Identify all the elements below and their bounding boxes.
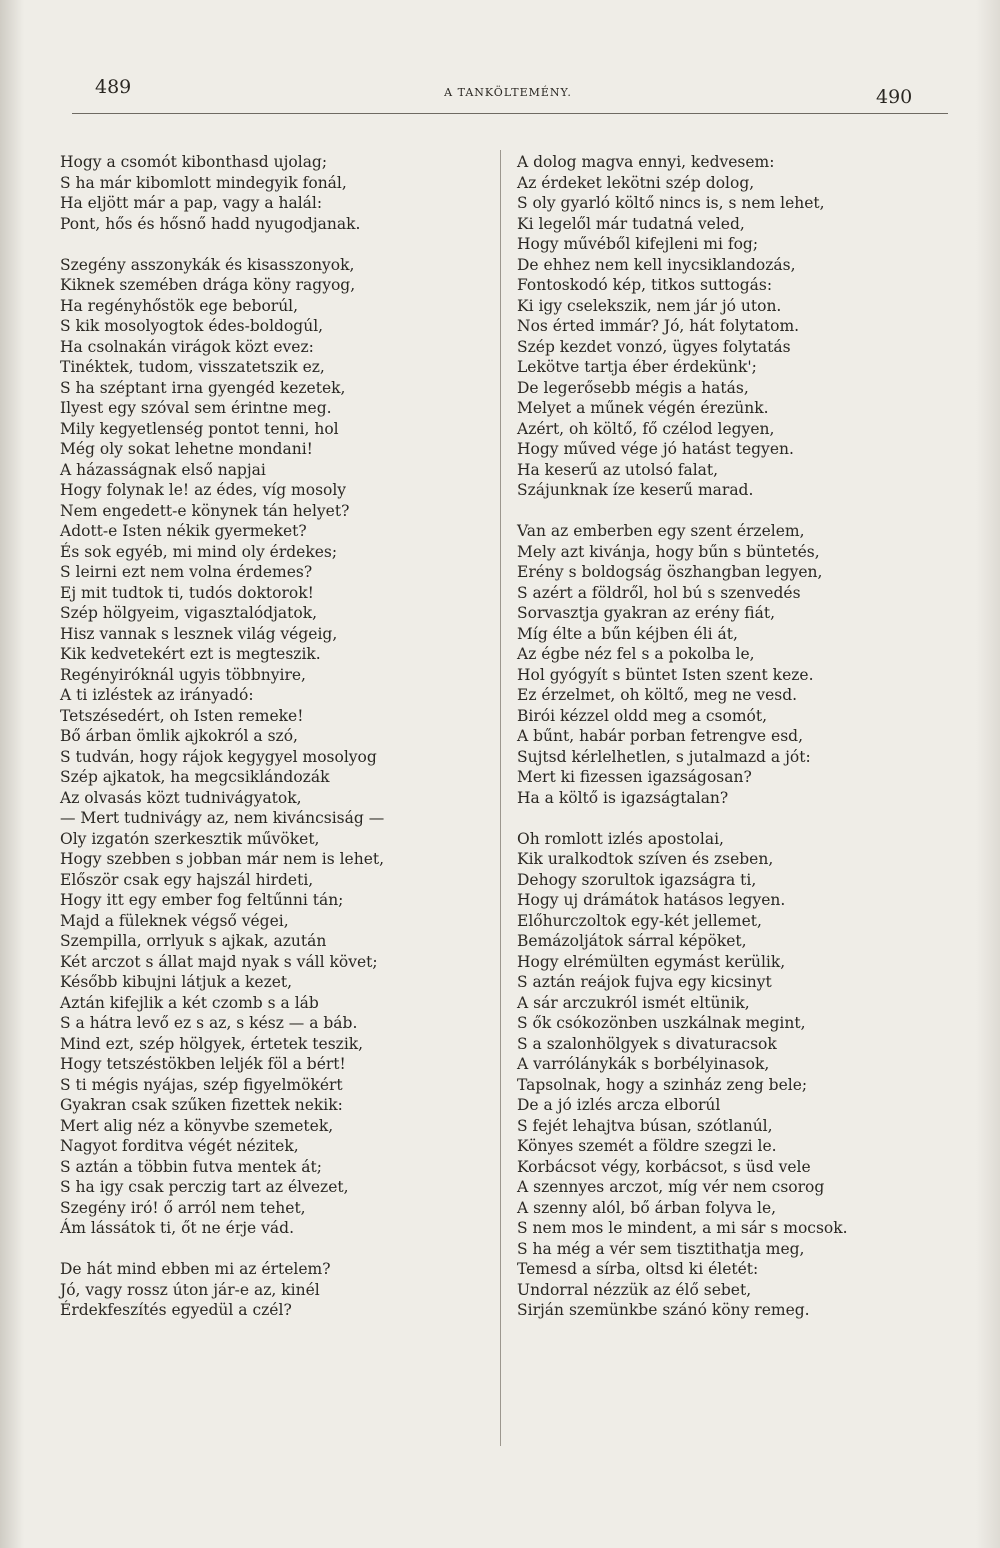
verse-line: S ha már kibomlott mindegyik fonál, <box>60 173 347 192</box>
verse-line: A bűnt, habár porban fetrengve esd, <box>517 727 804 745</box>
verse-line: A szenny alól, bő árban folyva le, <box>517 1198 777 1217</box>
verse-line: S ők csókozönben uszkálnak megint, <box>517 1014 806 1032</box>
verse-line: A házasságnak első napjai <box>60 460 266 479</box>
verse-line: És sok egyéb, mi mind oly érdekes; <box>60 542 338 561</box>
verse-line: Temesd a sírba, oltsd ki életét: <box>517 1260 759 1278</box>
verse-line: Hogy művéből kifejleni mi fog; <box>517 235 759 253</box>
verse-line: Melyet a műnek végén érezünk. <box>517 399 769 417</box>
verse-line: A sár arczukról ismét eltünik, <box>517 993 750 1012</box>
verse-line: S ha még a vér sem tisztithatja meg, <box>517 1239 805 1258</box>
column-divider <box>500 150 501 1446</box>
verse-line: Hol gyógyít s büntet Isten szent keze. <box>517 665 814 684</box>
verse-line: Oly izgatón szerkesztik művöket, <box>60 829 320 848</box>
verse-line: Tinéktek, tudom, visszatetszik ez, <box>60 358 325 376</box>
verse-line: De hát mind ebben mi az értelem? <box>60 1260 331 1278</box>
verse-line: Az olvasás közt tudnivágyatok, <box>60 788 302 807</box>
verse-line: Tapsolnak, hogy a szinház zeng bele; <box>517 1075 808 1094</box>
verse-line: S azért a földről, hol bú s szenvedés <box>517 583 801 602</box>
verse-line: S ti mégis nyájas, szép figyelmökért <box>60 1075 343 1094</box>
verse-line: Hogy tetszéstökben leljék föl a bért! <box>60 1055 346 1073</box>
verse-line: A varrólánykák s borbélyinasok, <box>517 1055 770 1073</box>
verse-line: De a jó izlés arcza elborúl <box>517 1096 721 1114</box>
stanza <box>517 829 957 1321</box>
right-page-edge <box>976 0 1000 1548</box>
verse-line: Mely azt kivánja, hogy bűn s büntetés, <box>517 542 820 561</box>
verse-line: Szép ajkatok, ha megcsiklándozák <box>60 768 330 786</box>
verse-line: S leirni ezt nem volna érdemes? <box>60 563 313 581</box>
verse-line: Kik uralkodtok szíven és zseben, <box>517 850 774 868</box>
verse-line: Sorvasztja gyakran az erény fiát, <box>517 604 776 622</box>
verse-line: Két arczot s állat majd nyak s váll követ; <box>60 952 378 971</box>
verse-line: Bő árban ömlik ajkokról a szó, <box>60 727 298 745</box>
verse-line: S nem mos le mindent, a mi sár s mocsok. <box>517 1219 848 1237</box>
verse-line: S a hátra levő ez s az, s kész — a báb. <box>60 1014 358 1032</box>
verse-line: Nem engedett-e könynek tán helyet? <box>60 501 350 520</box>
left-page-number: 489 <box>95 76 132 98</box>
verse-line: Szép hölgyeim, vigasztalódjatok, <box>60 604 318 622</box>
verse-line: S ha igy csak perczig tart az élvezet, <box>60 1178 349 1196</box>
verse-line: Az érdeket lekötni szép dolog, <box>517 173 755 192</box>
verse-line: Ki legelől már tudatná veled, <box>517 214 745 233</box>
verse-line: Ez érzelmet, oh költő, meg ne vesd. <box>517 686 798 704</box>
verse-line: Ki igy cselekszik, nem jár jó uton. <box>517 296 782 315</box>
verse-line: Hogy elrémülten egymást kerülik, <box>517 952 786 971</box>
verse-line: Kiknek szemében drága köny ragyog, <box>60 276 356 294</box>
verse-line: Ha csolnakán virágok közt evez: <box>60 337 314 356</box>
verse-line: Dehogy szorultok igazságra ti, <box>517 870 757 889</box>
verse-line: — Mert tudnivágy az, nem kiváncsiság — <box>60 809 385 827</box>
verse-line: S aztán a többin futva mentek át; <box>60 1157 322 1176</box>
verse-line: Hisz vannak s lesznek világ végeig, <box>60 624 338 643</box>
verse-line: A szennyes arczot, míg vér nem csorog <box>517 1178 825 1196</box>
verse-line: Mert ki fizessen igazságosan? <box>517 768 752 786</box>
running-title: A TANKÖLTEMÉNY. <box>444 86 572 99</box>
verse-line: Mert alig néz a könyvbe szemetek, <box>60 1116 334 1135</box>
verse-line: Mily kegyetlenség pontot tenni, hol <box>60 419 339 438</box>
verse-line: Tetszésedért, oh Isten remeke! <box>60 706 304 725</box>
verse-line: Először csak egy hajszál hirdeti, <box>60 870 314 889</box>
verse-line: Hogy uj drámátok hatásos legyen. <box>517 891 786 909</box>
verse-line: De legerősebb mégis a hatás, <box>517 378 749 397</box>
verse-line: Regényiróknál ugyis többnyire, <box>60 665 306 684</box>
stanza <box>517 152 957 501</box>
verse-line: Még oly sokat lehetne mondani! <box>60 440 313 458</box>
verse-line: Mind ezt, szép hölgyek, értetek teszik, <box>60 1034 364 1053</box>
verse-line: Fontoskodó kép, titkos suttogás: <box>517 276 773 294</box>
verse-line: Ám lássátok ti, őt ne érje vád. <box>60 1219 294 1237</box>
verse-line: Ilyest egy szóval sem érintne meg. <box>60 399 332 417</box>
verse-line: Sujtsd kérlelhetlen, s jutalmazd a jót: <box>517 747 811 766</box>
verse-line: Míg élte a bűn kéjben éli át, <box>517 624 738 643</box>
verse-line: Birói kézzel oldd meg a csomót, <box>517 706 768 725</box>
right-column <box>517 152 957 1321</box>
verse-line: Jó, vagy rossz úton jár-e az, kinél <box>60 1280 320 1299</box>
verse-line: Könyes szemét a földre szegzi le. <box>517 1137 777 1155</box>
verse-line: Oh romlott izlés apostolai, <box>517 829 724 848</box>
verse-line: Ha a költő is igazságtalan? <box>517 788 729 807</box>
verse-line: A dolog magva ennyi, kedvesem: <box>517 153 775 171</box>
verse-line: Majd a füleknek végső végei, <box>60 911 289 930</box>
verse-line: Szájunknak íze keserű marad. <box>517 481 754 499</box>
verse-line: Kik kedvetekért ezt is megteszik. <box>60 645 321 663</box>
verse-line: Ha regényhőstök ege beborúl, <box>60 296 299 315</box>
verse-line: De ehhez nem kell inycsiklandozás, <box>517 255 796 274</box>
verse-line: Hogy szebben s jobban már nem is lehet, <box>60 850 385 868</box>
verse-line: Nos érted immár? Jó, hát folytatom. <box>517 317 800 335</box>
verse-line: Sirján szemünkbe szánó köny remeg. <box>517 1301 810 1319</box>
verse-line: Hogy folynak le! az édes, víg mosoly <box>60 481 347 499</box>
stanza <box>60 152 490 234</box>
verse-line: Nagyot forditva végét nézitek, <box>60 1137 299 1155</box>
verse-line: Ha keserű az utolsó falat, <box>517 460 719 479</box>
verse-line: Lekötve tartja éber érdekünk'; <box>517 358 757 376</box>
verse-line: Hogy itt egy ember fog feltűnni tán; <box>60 891 344 909</box>
verse-line: S ha széptant irna gyengéd kezetek, <box>60 378 346 397</box>
stanza <box>60 255 490 1239</box>
stanza <box>60 1259 490 1321</box>
running-head <box>0 76 1000 108</box>
verse-line: S tudván, hogy rájok kegygyel mosolyog <box>60 747 377 766</box>
verse-line: Van az emberben egy szent érzelem, <box>517 522 805 540</box>
verse-line: Bemázoljátok sárral képöket, <box>517 932 747 950</box>
verse-line: Azért, oh költő, fő czélod legyen, <box>517 419 775 438</box>
verse-line: Gyakran csak szűken fizettek nekik: <box>60 1096 343 1114</box>
verse-line: Hogy műved vége jó hatást tegyen. <box>517 440 794 458</box>
verse-line: Szegény asszonykák és kisasszonyok, <box>60 255 355 274</box>
verse-line: S oly gyarló költő nincs is, s nem lehet, <box>517 194 825 212</box>
left-page-edge <box>0 0 24 1548</box>
verse-line: Előhurczoltok egy-két jellemet, <box>517 911 762 930</box>
verse-line: Korbácsot végy, korbácsot, s üsd vele <box>517 1157 811 1176</box>
verse-line: Hogy a csomót kibonthasd ujolag; <box>60 153 328 171</box>
verse-line: Szempilla, orrlyuk s ajkak, azután <box>60 932 327 950</box>
left-column <box>60 152 490 1321</box>
verse-line: Undorral nézzük az élő sebet, <box>517 1280 752 1299</box>
right-page-number: 490 <box>876 86 913 108</box>
verse-line: S fejét lehajtva búsan, szótlanúl, <box>517 1116 773 1135</box>
verse-line: A ti izléstek az irányadó: <box>60 686 254 704</box>
verse-line: S a szalonhölgyek s divaturacsok <box>517 1034 777 1053</box>
verse-line: Érdekfeszítés egyedül a czél? <box>60 1301 292 1319</box>
verse-line: Ha eljött már a pap, vagy a halál: <box>60 194 323 212</box>
header-rule <box>72 113 948 114</box>
verse-line: Erény s boldogság öszhangban legyen, <box>517 563 823 581</box>
verse-line: Pont, hős és hősnő hadd nyugodjanak. <box>60 214 361 233</box>
verse-line: Adott-e Isten nékik gyermeket? <box>60 522 307 540</box>
verse-line: S kik mosolyogtok édes-boldogúl, <box>60 317 324 335</box>
verse-line: Aztán kifejlik a két czomb s a láb <box>60 993 319 1012</box>
verse-line: Az égbe néz fel s a pokolba le, <box>517 645 755 663</box>
verse-line: Szép kezdet vonzó, ügyes folytatás <box>517 337 791 356</box>
verse-line: S aztán reájok fujva egy kicsinyt <box>517 973 772 991</box>
stanza <box>517 521 957 808</box>
verse-line: Később kibujni látjuk a kezet, <box>60 973 293 991</box>
verse-line: Szegény iró! ő arról nem tehet, <box>60 1198 306 1217</box>
verse-line: Ej mit tudtok ti, tudós doktorok! <box>60 583 314 602</box>
